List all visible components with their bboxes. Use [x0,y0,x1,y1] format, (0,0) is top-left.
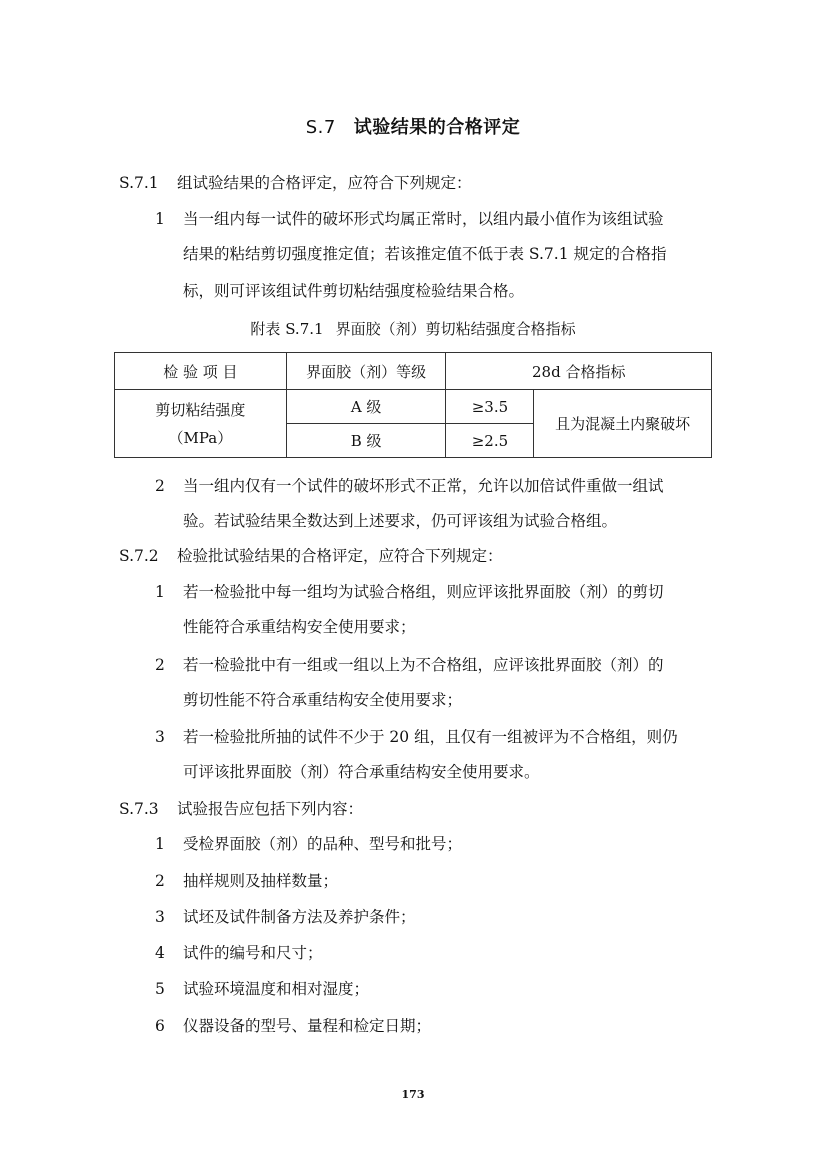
item-number: 2 [155,477,165,495]
item-text: 若一检验批中有一组或一组以上为不合格组，应评该批界面胶（剂）的 [183,656,664,674]
s73-item-5 [155,979,369,999]
table-caption-number: 附表 S.7.1 [250,320,324,338]
item-name: 剪切粘结强度 [155,400,246,419]
item-text: 当一组内仅有一个试件的破坏形式不正常，允许以加倍试件重做一组试 [183,477,664,495]
s71-item-2-line-2: 验。若试验结果全数达到上述要求，仍可评该组为试验合格组。 [183,512,618,530]
s73-item-6 [155,1016,431,1036]
cell-value: ≥3.5 [446,390,534,424]
s72-item-3-line-2: 可评该批界面胶（剂）符合承重结构安全使用要求。 [183,763,540,781]
clause-number: S.7.3 [119,800,159,818]
item-number: 3 [155,908,165,926]
s72-item-1-line-2: 性能符合承重结构安全使用要求； [183,618,416,636]
table-header-row [115,353,712,390]
cell-note: 且为混凝土内聚破坏 [534,390,712,458]
item-text: 若一检验批中每一组均为试验合格组，则应评该批界面胶（剂）的剪切 [183,583,664,601]
item-text: 若一检验批所抽的试件不少于 20 组，且仅有一组被评为不合格组，则仍 [183,728,678,746]
header-item: 检 验 项 目 [115,353,287,390]
clause-number: S.7.1 [119,174,159,192]
item-text: 试验环境温度和相对湿度； [183,980,370,998]
section-title-text: 试验结果的合格评定 [353,117,521,138]
s73-item-4 [155,943,323,963]
item-text: 抽样规则及抽样数量； [183,872,339,890]
s72-item-1-line-1 [155,582,664,602]
s72-item-3-line-1 [155,727,678,747]
item-number: 4 [155,944,165,962]
cell-grade: B 级 [286,424,446,458]
item-text: 仪器设备的型号、量程和检定日期； [183,1017,432,1035]
cell-item-name [115,390,287,458]
clause-s73 [119,799,363,819]
item-text: 受检界面胶（剂）的品种、型号和批号； [183,835,463,853]
item-number: 2 [155,872,165,890]
item-number: 5 [155,980,165,998]
s73-item-1 [155,834,462,854]
section-number: S.7 [305,117,336,138]
item-unit: （MPa） [168,428,233,447]
s72-item-2-line-1 [155,655,664,675]
clause-s71 [119,173,472,193]
clause-text: 试验报告应包括下列内容： [177,800,364,818]
s73-item-3 [155,907,416,927]
clause-text: 组试验结果的合格评定，应符合下列规定： [177,174,472,192]
item-text: 试坯及试件制备方法及养护条件； [183,908,416,926]
item-text: 试件的编号和尺寸； [183,944,323,962]
table-row [115,390,712,424]
item-number: 2 [155,656,165,674]
item-number: 6 [155,1017,165,1035]
s73-item-2 [155,871,338,891]
s71-item-1-line-2: 结果的粘结剪切强度推定值；若该推定值不低于表 S.7.1 规定的合格指 [183,245,667,263]
s71-item-1-line-1 [155,209,664,229]
item-text: 当一组内每一试件的破坏形式均属正常时，以组内最小值作为该组试验 [183,210,664,228]
s72-item-2-line-2: 剪切性能不符合承重结构安全使用要求； [183,691,463,709]
spec-table [114,352,712,458]
clause-s72 [119,546,503,566]
page-number: 173 [401,1088,425,1101]
s71-item-2-line-1 [155,476,664,496]
item-number: 3 [155,728,165,746]
item-number: 1 [155,583,165,601]
cell-value: ≥2.5 [446,424,534,458]
item-number: 1 [155,210,165,228]
s71-item-1-line-3: 标，则可评该组试件剪切粘结强度检验结果合格。 [183,282,525,300]
header-grade: 界面胶（剂）等级 [286,353,446,390]
header-index: 28d 合格指标 [446,353,712,390]
table-caption-title: 界面胶（剂）剪切粘结强度合格指标 [335,320,576,338]
clause-number: S.7.2 [119,547,159,565]
table-caption [0,318,826,339]
clause-text: 检验批试验结果的合格评定，应符合下列规定： [177,547,503,565]
section-title [0,113,826,139]
item-number: 1 [155,835,165,853]
cell-grade: A 级 [286,390,446,424]
